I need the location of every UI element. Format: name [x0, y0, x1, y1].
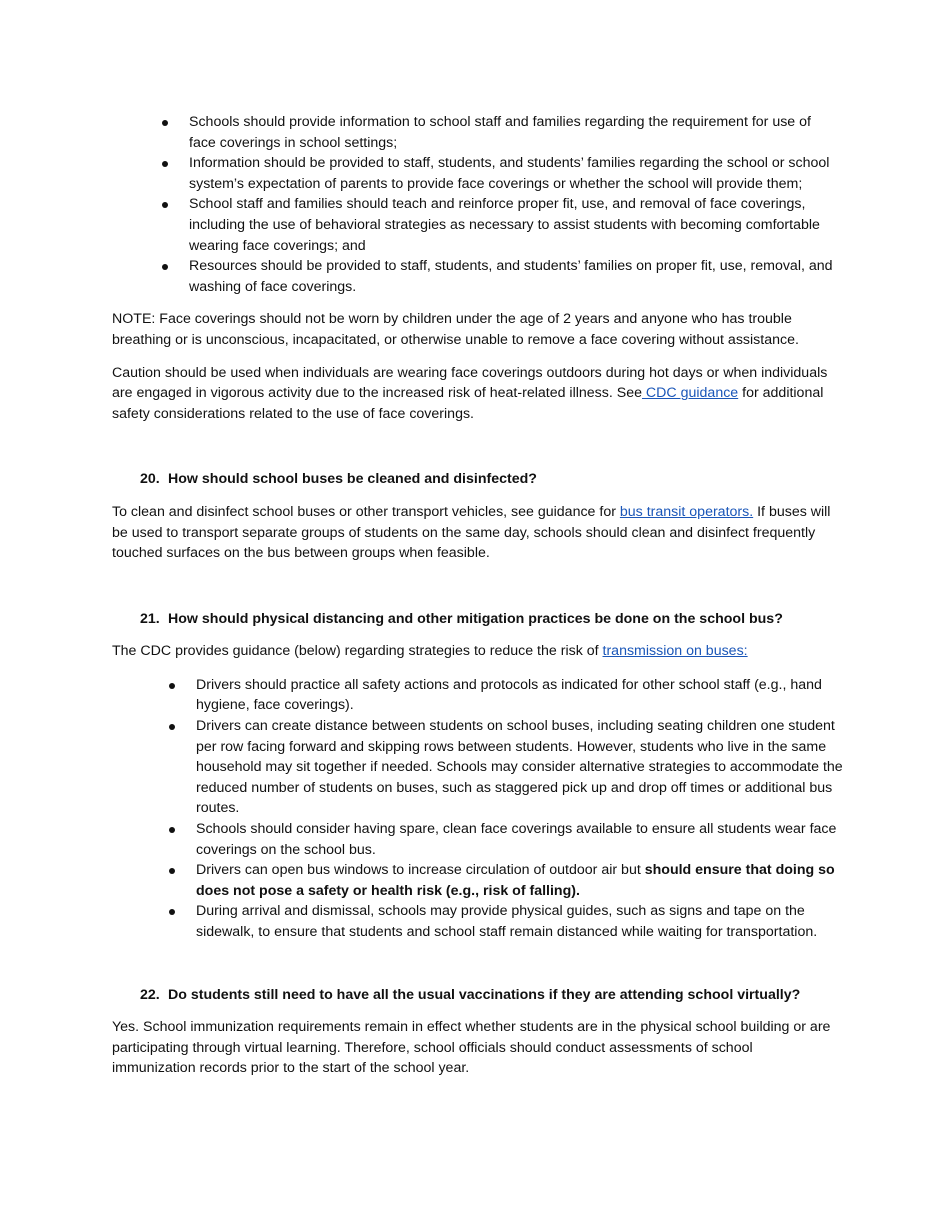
- list-item-text: During arrival and dismissal, schools may provide physical guides, such as signs and tape on the sidewalk, to ensure that students and school staff remain distanced while waiting for transportation.: [196, 903, 818, 940]
- question-21-intro: [112, 641, 834, 662]
- list-item: [196, 860, 844, 901]
- list-item-bold-text: should ensure that doing so does not pose a safety or health risk (e.g., risk of falling).: [196, 862, 835, 899]
- list-item: [196, 901, 844, 942]
- list-item: [189, 256, 841, 297]
- intro-text: The CDC provides guidance (below) regarding strategies to reduce the risk of: [112, 643, 603, 660]
- transmission-on-buses-link[interactable]: transmission on buses:: [602, 643, 748, 660]
- bus-transit-operators-link[interactable]: bus transit operators.: [619, 503, 754, 520]
- note-paragraph: NOTE: Face coverings should not be worn by children under the age of 2 years and anyone who has trouble breathing or is unconscious, incapacitated, or otherwise unable to remove a face covering without assistance.: [112, 311, 799, 348]
- bullet-icon: [169, 868, 175, 874]
- list-item-text: Drivers can open bus windows to increase circulation of outdoor air but: [196, 862, 645, 879]
- list-item-text: Schools should provide information to school staff and families regarding the requirement for use of face coverings in school settings;: [189, 114, 811, 151]
- list-item: [189, 112, 841, 153]
- list-item-text: Drivers should practice all safety actions and protocols as indicated for other school staff (e.g., hand hygiene, face coverings).: [196, 676, 822, 714]
- question-22-heading: [112, 985, 950, 1006]
- bullet-icon: [169, 827, 175, 833]
- question-number: 22.: [140, 986, 160, 1003]
- question-title: How should physical distancing and other mitigation practices be done on the school bus?: [168, 610, 783, 627]
- caution-paragraph: [112, 363, 834, 425]
- list-item-text: Schools should consider having spare, clean face coverings available to ensure all students wear face coverings on the school bus.: [196, 821, 837, 858]
- question-title: How should school buses be cleaned and disinfected?: [168, 471, 537, 488]
- list-item: [196, 819, 844, 860]
- list-item: [196, 675, 844, 716]
- bullet-icon: [162, 161, 168, 167]
- bullet-icon: [169, 683, 175, 689]
- question-20-answer: [112, 502, 834, 564]
- caution-text-end: for additional safety considerations related to the use of face coverings.: [112, 385, 824, 422]
- list-item-text: Drivers can create distance between students on school buses, including seating children one student per row facing forward and skipping rows between students. However, students who live in the same household may sit together if needed. Schools may consider alternative strategies to accommodate the reduced number of students on buses, such as staggered pick up and drop off times or additional bus routes.: [196, 718, 843, 817]
- bullet-icon: [169, 724, 175, 730]
- question-21-heading: [112, 609, 950, 630]
- bullet-icon: [162, 264, 168, 270]
- bullet-icon: [169, 909, 175, 915]
- caution-text: Caution should be used when individuals are wearing face coverings outdoors during hot days or when individuals are engaged in vigorous activity due to the increased risk of heat-related illness. See: [112, 364, 828, 402]
- list-item-text: School staff and families should teach and reinforce proper fit, use, and removal of face coverings, including the use of behavioral strategies as necessary to assist students with becoming comfortable wearing face coverings; and: [189, 196, 820, 254]
- question-number: 21.: [140, 610, 160, 627]
- answer-text-end: If buses will be used to transport separate groups of students on the same day, schools should clean and disinfect frequently touched surfaces on the bus between groups when feasible.: [112, 503, 831, 562]
- question-number: 20.: [140, 471, 160, 488]
- bullet-icon: [162, 202, 168, 208]
- question-title: Do students still need to have all the usual vaccinations if they are attending school virtually?: [168, 986, 801, 1003]
- question-20-heading: [112, 469, 950, 490]
- list-item: [189, 153, 841, 194]
- bullet-icon: [162, 120, 168, 126]
- answer-text: To clean and disinfect school buses or other transport vehicles, see guidance for: [112, 503, 620, 520]
- face-covering-bullet-list: [189, 112, 841, 297]
- list-item-text: Resources should be provided to staff, students, and students’ families on proper fit, use, removal, and washing of face coverings.: [189, 258, 833, 295]
- cdc-guidance-link[interactable]: CDC guidance: [641, 385, 739, 402]
- list-item-text: Information should be provided to staff, students, and students’ families regarding the school or school system’s expectation of parents to provide face coverings or whether the school will provide them;: [189, 155, 830, 192]
- list-item: [189, 194, 841, 256]
- list-item: [196, 716, 844, 819]
- question-22-answer: Yes. School immunization requirements remain in effect whether students are in the physical school building or are participating through virtual learning. Therefore, school officials should conduct assessments of school immunization records prior to the start of the school year.: [112, 1019, 831, 1077]
- bus-strategies-bullet-list: [196, 675, 844, 943]
